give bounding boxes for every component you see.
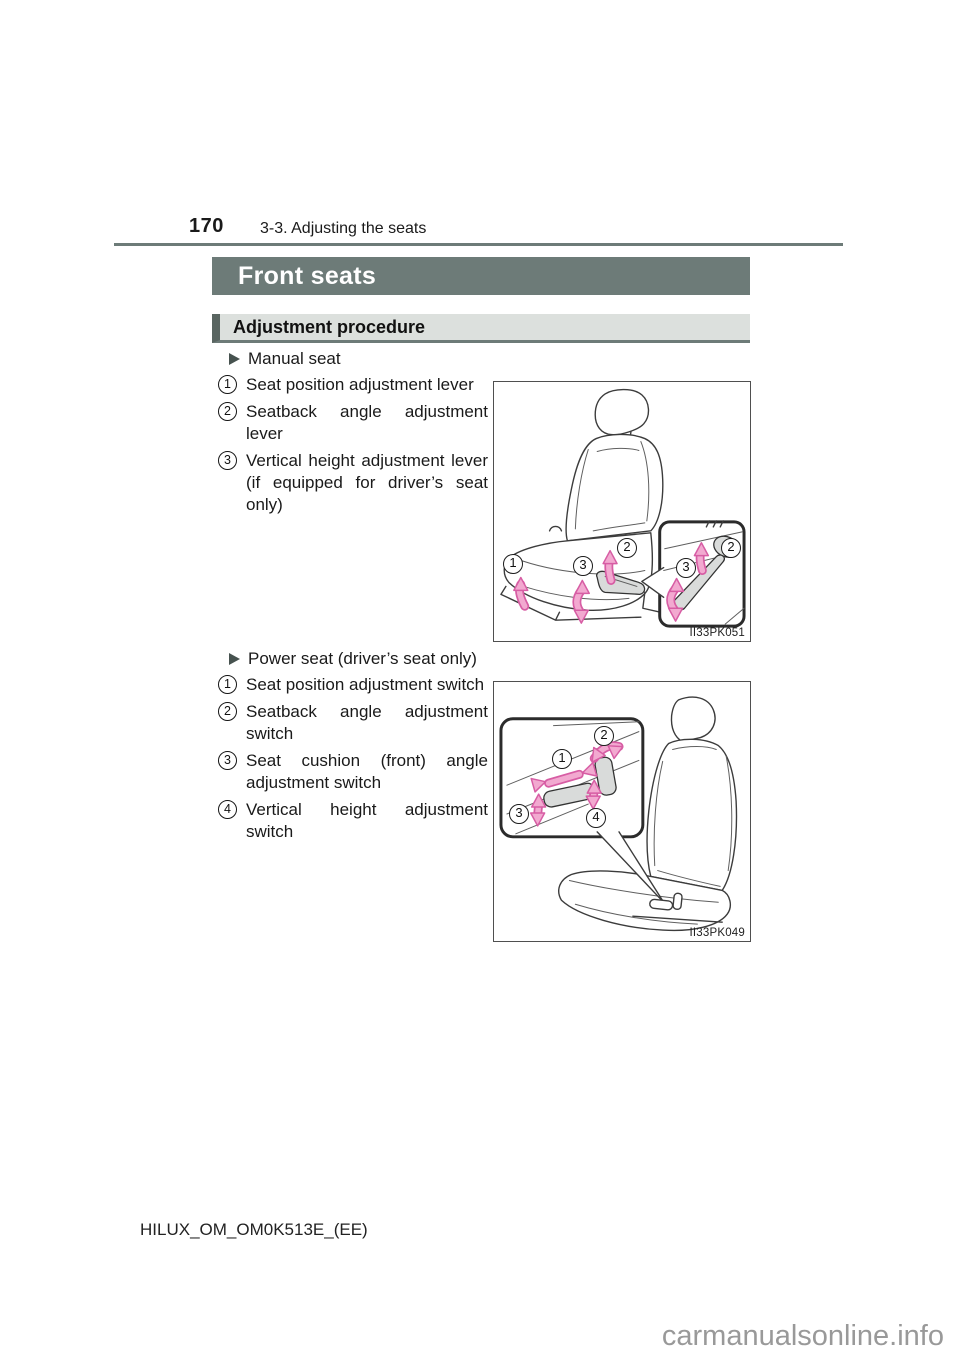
figure-callout: 1: [503, 554, 523, 574]
header-rule: [114, 243, 843, 246]
callout-number: 2: [218, 702, 237, 721]
callout-number: 2: [218, 402, 237, 421]
figure-callout: 4: [586, 808, 606, 828]
callout-number: 4: [218, 800, 237, 819]
triangle-bullet-icon: [229, 353, 240, 365]
list-item: [218, 450, 488, 516]
figure-callout: 1: [552, 749, 572, 769]
manual-seat-figure: [493, 381, 751, 642]
item-text: Vertical height adjustment lever (if equipped for driver’s seat only): [246, 451, 488, 514]
item-text: Seatback angle adjustment switch: [246, 702, 488, 743]
item-text: Seat cushion (front) angle adjustment switch: [246, 751, 488, 792]
callout-number: 1: [218, 375, 237, 394]
manual-seat-subheading: [218, 348, 488, 370]
callout-number: 1: [218, 675, 237, 694]
figure-callout: 3: [676, 558, 696, 578]
subheading-label: Manual seat: [248, 349, 341, 368]
list-item: [218, 374, 488, 396]
figure-callout: 2: [721, 538, 741, 558]
figure-callout: 3: [573, 556, 593, 576]
callout-number: 3: [218, 751, 237, 770]
watermark: carmanualsonline.info: [661, 1320, 944, 1352]
document-footer: HILUX_OM_OM0K513E_(EE): [140, 1220, 368, 1239]
subheading-label: Power seat (driver’s seat only): [248, 649, 477, 668]
figure-callout: 3: [509, 804, 529, 824]
list-item: [218, 750, 488, 794]
power-seat-figure: [493, 681, 751, 942]
figure-code: II33PK051: [689, 627, 745, 639]
manual-seat-block: [218, 348, 488, 521]
list-item: [218, 799, 488, 843]
figure-code: II33PK049: [689, 927, 745, 939]
triangle-bullet-icon: [229, 653, 240, 665]
list-item: [218, 701, 488, 745]
list-item: [218, 674, 488, 696]
item-text: Seat position adjustment lever: [246, 375, 474, 394]
chapter-header: 3-3. Adjusting the seats: [260, 220, 427, 237]
power-seat-subheading: [218, 648, 488, 670]
figure-callout: 2: [617, 538, 637, 558]
list-item: [218, 401, 488, 445]
figure-callout: 2: [594, 726, 614, 746]
item-text: Seat position adjustment switch: [246, 675, 485, 694]
callout-number: 3: [218, 451, 237, 470]
item-text: Vertical height adjustment switch: [246, 800, 488, 841]
item-text: Seatback angle adjustment lever: [246, 402, 488, 443]
section-heading: Adjustment procedure: [212, 314, 750, 343]
power-seat-block: [218, 648, 488, 848]
seat-line-art: [494, 682, 750, 941]
page-title: Front seats: [212, 257, 750, 295]
page-number: 170: [189, 215, 224, 237]
seat-line-art: [494, 382, 750, 641]
